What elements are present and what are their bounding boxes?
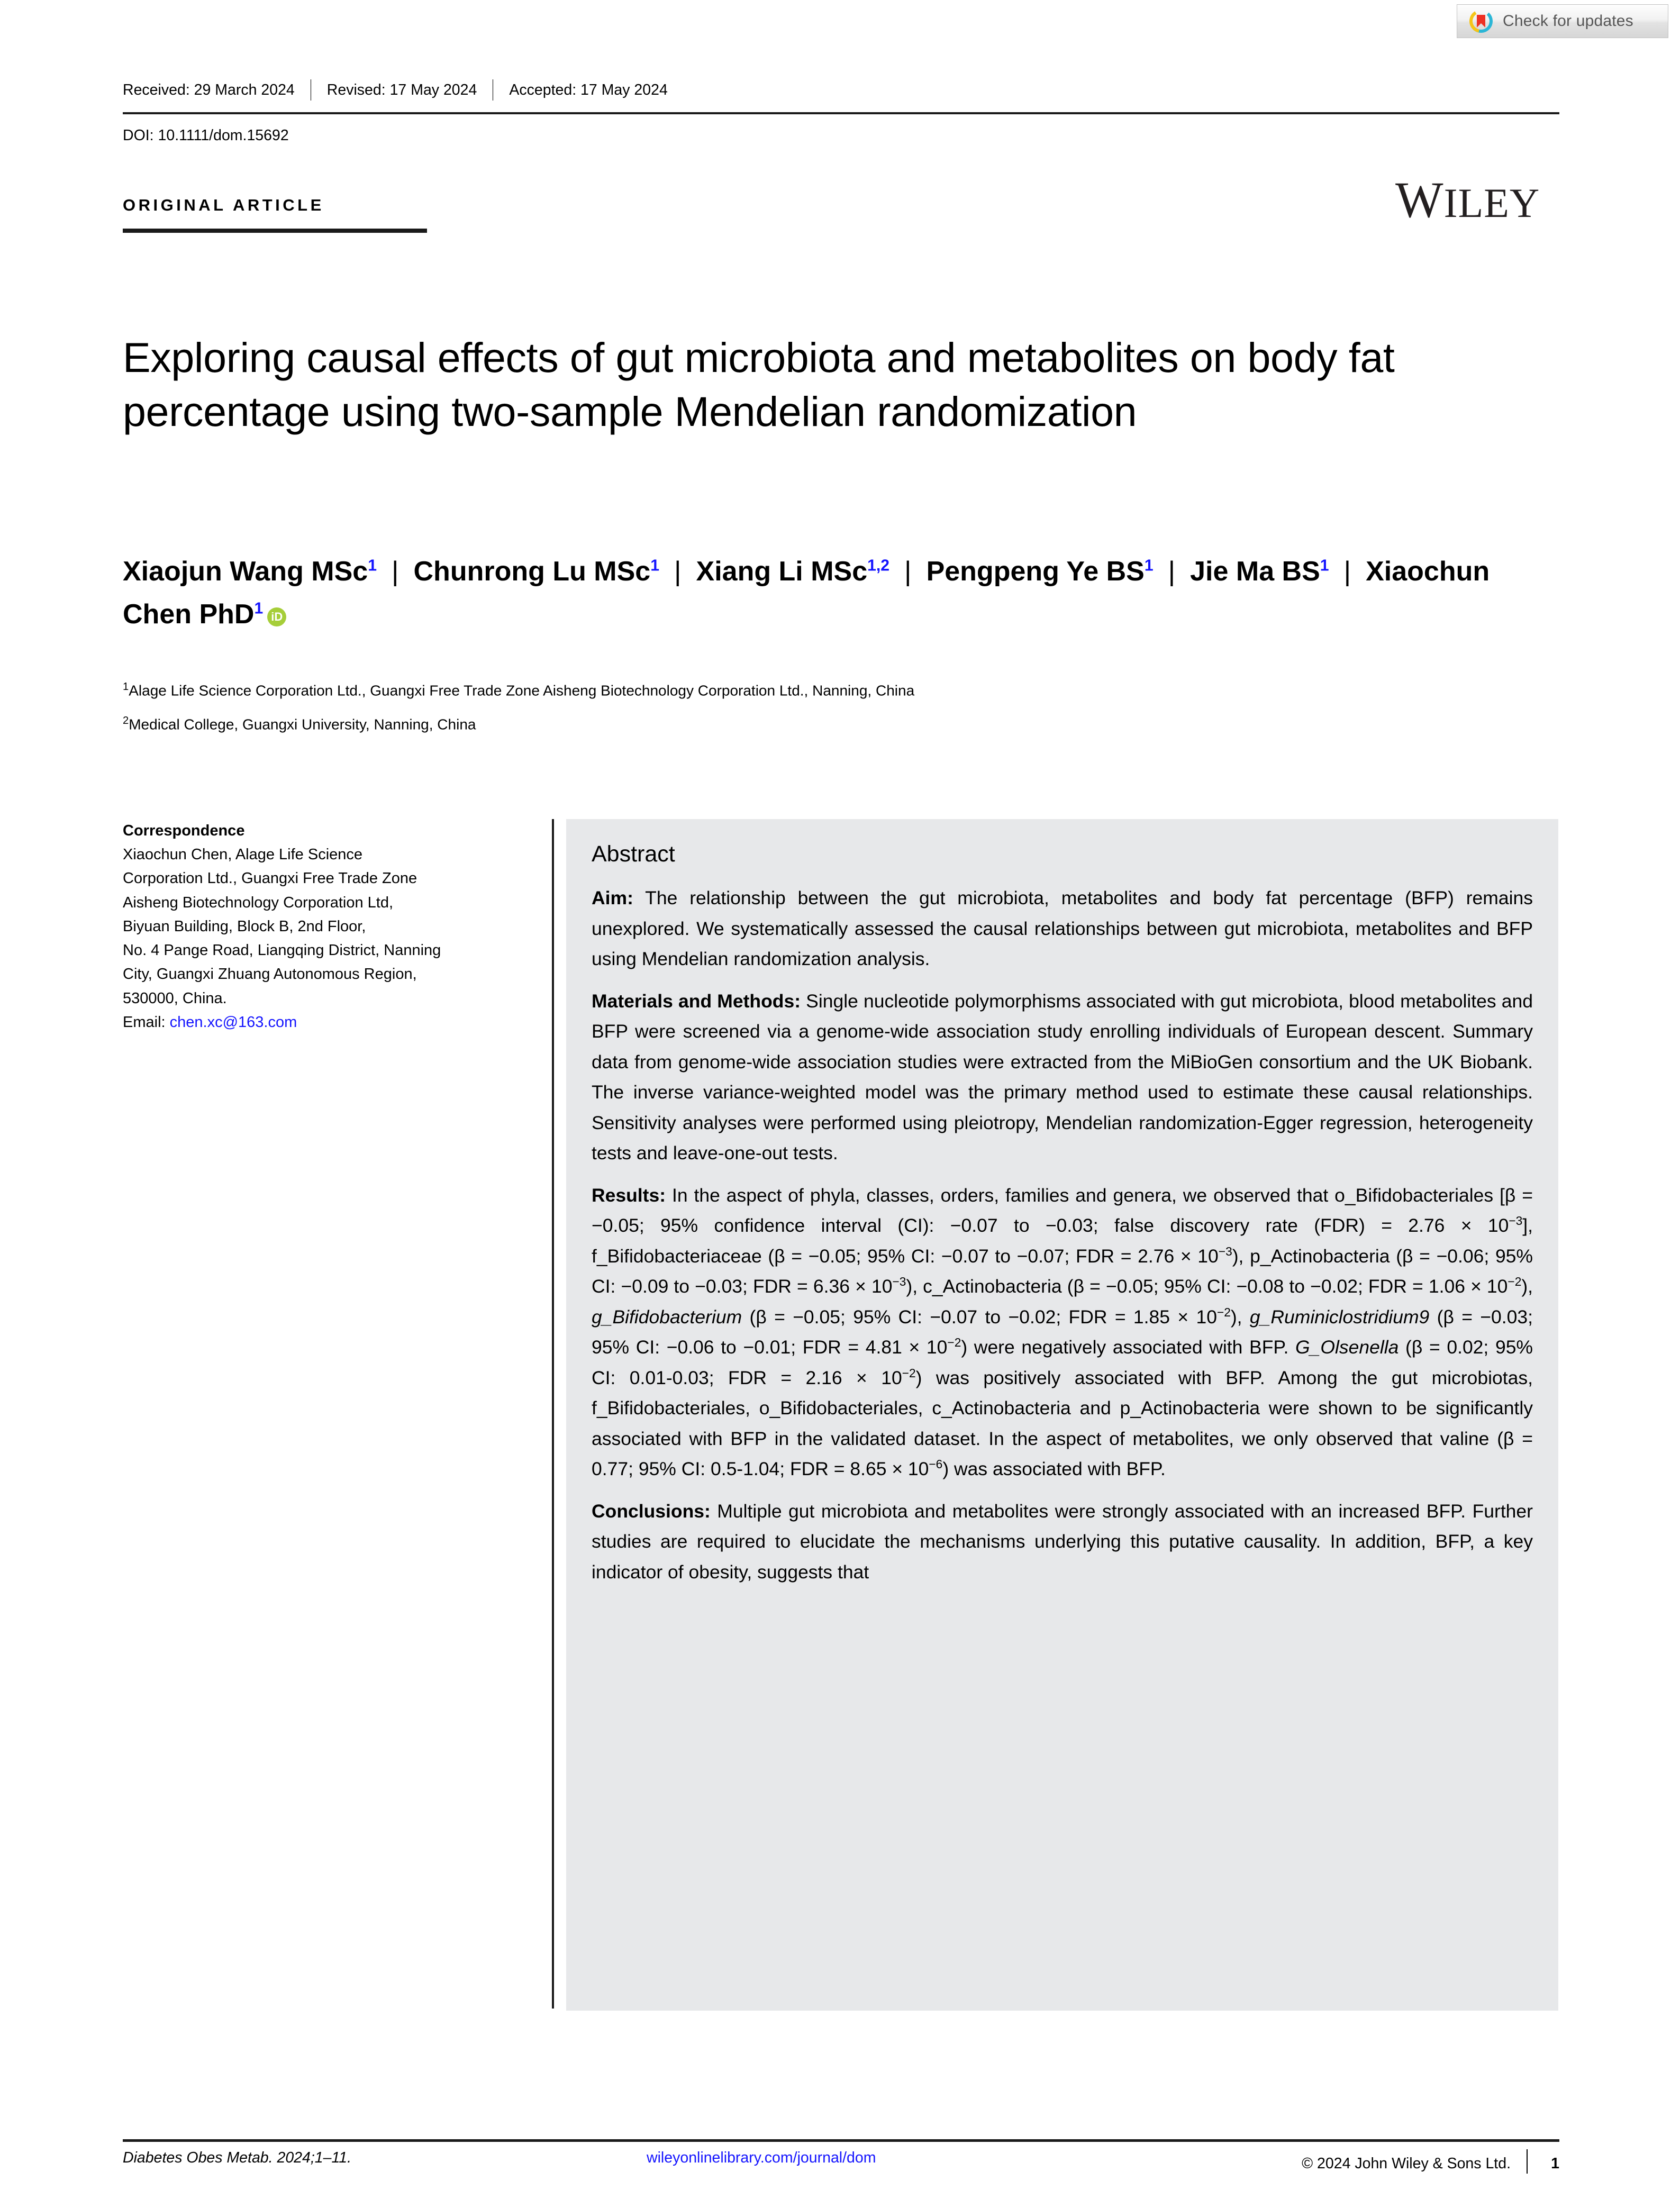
exponent: −2 <box>1216 1305 1231 1319</box>
revised-date: Revised: 17 May 2024 <box>326 81 477 98</box>
abstract-methods-label: Materials and Methods: <box>592 990 801 1012</box>
exponent: −2 <box>1508 1275 1522 1289</box>
taxon-name: g_Bifidobacterium <box>592 1306 742 1328</box>
article-type-label: ORIGINAL ARTICLE <box>123 196 324 214</box>
author-name: Chunrong Lu MSc <box>413 556 651 587</box>
page-number: 1 <box>1551 2155 1559 2172</box>
correspondence-line: No. 4 Pange Road, Liangqing District, Nanning <box>123 942 441 959</box>
email-label: Email: <box>123 1013 170 1031</box>
email-link[interactable]: chen.xc@163.com <box>169 1013 297 1031</box>
exponent: −6 <box>929 1457 943 1471</box>
wiley-logo <box>1395 170 1540 229</box>
orcid-icon[interactable]: iD <box>267 607 286 626</box>
wiley-logo-lead: W <box>1395 171 1444 228</box>
author-affiliation-marker: 1 <box>1144 557 1154 575</box>
affiliation-list <box>123 679 1499 746</box>
correspondence-block <box>123 819 525 1034</box>
affiliation-item <box>123 679 1499 702</box>
correspondence-email-line <box>123 1011 525 1034</box>
abstract-methods-text: Single nucleotide polymorphisms associated with gut microbiota, blood metabolites and BFP were screened via a genome-wide association study enrolling individuals of European descent. Summary data from genome-wide association studies were extracted from the MiBioGen consortium and the UK Biobank. The inverse variance-weighted model was the primary method used to estimate these causal relationships. Sensitivity analyses were performed using pleiotropy, Mendelian randomization-Egger regression, heterogeneity tests and leave-one-out tests. <box>592 990 1533 1164</box>
taxon-name: g_Ruminiclostridium9 <box>1249 1306 1430 1328</box>
page-footer <box>123 2149 1559 2174</box>
author-separator: | <box>674 556 682 587</box>
correspondence-line: 530000, China. <box>123 989 227 1007</box>
exponent: −3 <box>892 1275 906 1289</box>
author-separator: | <box>391 556 399 587</box>
abstract-conclusions <box>592 1496 1533 1588</box>
footer-rule <box>123 2139 1559 2142</box>
author-affiliation-marker: 1 <box>254 599 264 617</box>
footer-right <box>1049 2149 1559 2174</box>
crossmark-icon <box>1469 9 1493 33</box>
abstract-conclusions-text: Multiple gut microbiota and metabolites were strongly associated with an increased BFP. Further studies are required to elucidate the mechanisms underlying this putative causality. In addition, BFP, a key indicator of obesity, suggests that <box>592 1500 1533 1583</box>
author-name: Jie Ma BS <box>1190 556 1320 587</box>
accepted-date: Accepted: 17 May 2024 <box>509 81 668 98</box>
journal-url-link[interactable]: wileyonlinelibrary.com/journal/dom <box>647 2149 876 2166</box>
taxon-name: G_Olsenella <box>1295 1337 1399 1358</box>
author-separator: | <box>1168 556 1176 587</box>
header-rule <box>123 112 1559 114</box>
article-type-rule <box>123 229 427 233</box>
author-separator: | <box>904 556 912 587</box>
author-list <box>123 550 1551 636</box>
exponent: −2 <box>947 1335 961 1350</box>
abstract-results <box>592 1180 1533 1485</box>
correspondence-line: Aisheng Biotechnology Corporation Ltd, <box>123 894 394 911</box>
correspondence-line: Xiaochun Chen, Alage Life Science <box>123 846 363 864</box>
author-affiliation-marker: 1 <box>368 557 377 575</box>
author-name: Xiaochun Chen PhD <box>123 556 1490 630</box>
author-name: Pengpeng Ye BS <box>926 556 1145 587</box>
author-separator: | <box>1343 556 1351 587</box>
abstract-results-text: In the aspect of phyla, classes, orders, families and genera, we observed that o_Bifidobacteriales [β = −0.05; 95% confidence interval (CI): −0.07 to −0.03; false discovery rate $(FDR) = 2.76 \times 10^{-3}$], f_Bifidobacteriaceae (β = −0.05; 95% CI: −0.07 to −0.07; FDR = $2.76 \times 10^{-3}$), p_Actinobacteria (β = −0.06; 95% CI: −0.09 to −0.03; FDR = $6.36 \times 10^{-3}$), c_Actinobacteria (β = −0.05; 95% CI: −0.08 to −0.02; FDR = $1.06 \times 10^{-2}$), g_Bifidobacterium (β = −0.05; 95% CI: −0.07 to −0.02; FDR = $1.85 \times 10^{-2}$), g_Ruminiclostridium9 (β = −0.03; 95% CI: −0.06 to −0.01; FDR = $4.81 \times 10^{-2}$) were negatively associated with BFP. G_Olsenella (β = 0.02; 95% CI: 0.01-0.03; FDR = $2.16 \times 10^{-2}$) was positively associated with BFP. Among the gut microbiotas, f_Bifidobacteriales, o_Bifidobacteriales, c_Actinobacteria and p_Actinobacteria were shown to be significantly associated with BFP in the validated dataset. In the aspect of metabolites, we only observed that valine (β = 0.77; 95% CI: 0.5-1.04; FDR = $8.65 \times 10^{-6}$) was associated with BFP. <box>592 1184 1533 1479</box>
doi-line: DOI: 10.1111/dom.15692 <box>123 127 289 144</box>
author-name: Xiang Li MSc <box>696 556 868 587</box>
publication-dates <box>123 79 1559 101</box>
exponent: −2 <box>902 1366 916 1380</box>
author-affiliation-marker: 1 <box>1320 557 1329 575</box>
author-affiliation-marker: 1,2 <box>867 557 890 575</box>
journal-url-wrap <box>647 2149 1049 2167</box>
affiliation-marker: 1 <box>123 681 129 693</box>
correspondence-line: Biyuan Building, Block B, 2nd Floor, <box>123 917 366 935</box>
correspondence-line: Corporation Ltd., Guangxi Free Trade Zone <box>123 870 417 887</box>
correspondence-heading: Correspondence <box>123 822 245 839</box>
exponent: −3 <box>1218 1244 1232 1258</box>
check-for-updates-badge[interactable] <box>1457 4 1668 38</box>
abstract-results-label: Results: <box>592 1184 666 1206</box>
copyright-text: © 2024 John Wiley & Sons Ltd. <box>1302 2155 1511 2172</box>
abstract-aim <box>592 883 1533 975</box>
affiliation-text: Alage Life Science Corporation Ltd., Guangxi Free Trade Zone Aisheng Biotechnology Corporation Ltd., Nanning, China <box>129 682 915 699</box>
abstract-conclusions-label: Conclusions: <box>592 1500 711 1522</box>
abstract-aim-label: Aim: <box>592 887 633 908</box>
exponent: −3 <box>1509 1214 1523 1228</box>
wiley-logo-rest: ILEY <box>1443 180 1540 226</box>
received-date: Received: 29 March 2024 <box>123 81 295 98</box>
abstract-methods <box>592 986 1533 1169</box>
correspondence-address <box>123 843 525 1011</box>
abstract-heading: Abstract <box>592 841 675 867</box>
column-divider <box>552 819 554 2009</box>
affiliation-item <box>123 713 1499 736</box>
author-affiliation-marker: 1 <box>650 557 659 575</box>
author-name: Xiaojun Wang MSc <box>123 556 368 587</box>
abstract-aim-text: The relationship between the gut microbiota, metabolites and body fat percentage (BFP) remains unexplored. We systematically assessed the causal relationships between gut microbiota, metabolites and BFP using Mendelian randomization analysis. <box>592 887 1533 969</box>
affiliation-marker: 2 <box>123 714 129 726</box>
journal-citation: Diabetes Obes Metab. 2024;1–11. <box>123 2149 352 2166</box>
abstract-box <box>566 819 1558 2011</box>
check-for-updates-label: Check for updates <box>1503 12 1633 30</box>
footer-divider <box>1527 2149 1528 2174</box>
affiliation-text: Medical College, Guangxi University, Nanning, China <box>129 716 476 733</box>
page-title: Exploring causal effects of gut microbiota and metabolites on body fat percentage using two-sample Mendelian randomization <box>123 333 1395 435</box>
correspondence-line: City, Guangxi Zhuang Autonomous Region, <box>123 966 417 983</box>
